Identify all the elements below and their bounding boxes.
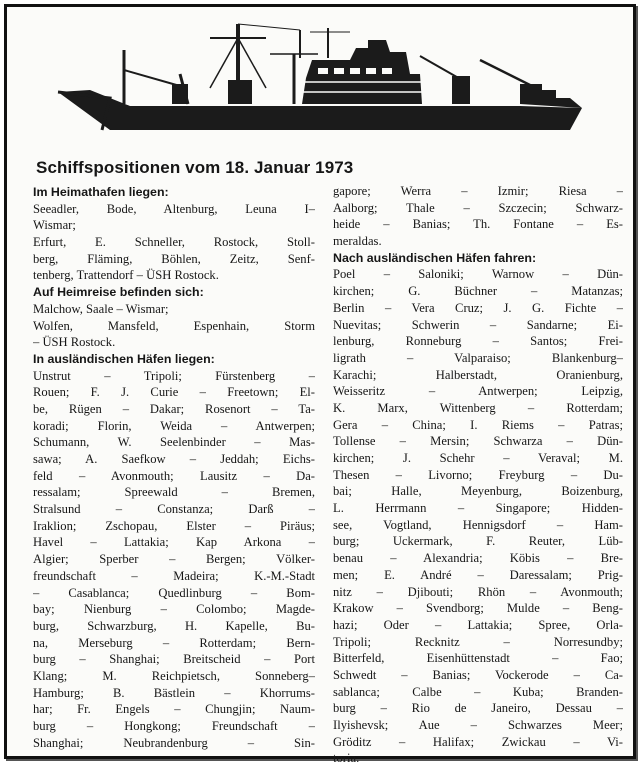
text-line: Shanghai; Neubrandenburg – Sin- [33, 735, 315, 750]
text-line: heide – Banias; Th. Fontane – Es- [333, 217, 623, 232]
text-line: Ilyishevsk; Aue – Schwarzes Meer; [333, 718, 623, 732]
text-line: Hamburg; B. Bästlein – Khorrums- [33, 685, 315, 700]
text-line: burg, Schwarzburg, H. Kapelle, Bu- [33, 618, 315, 633]
text-line: gapore; Werra – Izmir; Riesa – [333, 184, 623, 198]
text-line: Gröditz – Halifax; Zwickau – Vi- [333, 734, 623, 749]
text-line: kirchen; J. Schehr – Veraval; M. [333, 451, 623, 465]
text-line: Iraklion; Zschopau, Elster – Piräus; [33, 518, 315, 533]
section-heading: Auf Heimreise befinden sich: [33, 285, 204, 300]
text-line: Karachi; Halberstadt, Oranienburg, [333, 367, 623, 382]
text-line: Erfurt, E. Schneller, Rostock, Stoll- [33, 235, 315, 250]
text-line: Seeadler, Bode, Altenburg, Leuna I– [33, 201, 315, 216]
text-line: hazi; Oder – Lattakia; Spree, Orla- [333, 617, 623, 632]
text-line: ligrath – Valparaiso; Blankenburg– [333, 350, 623, 365]
text-line: lenburg, Ronneburg – Santos; Frei- [333, 334, 623, 349]
left-column [33, 184, 315, 751]
text-line: sablanca; Calbe – Kuba; Branden- [333, 684, 623, 699]
text-line: – ÜSH Rostock. [33, 335, 116, 350]
text-line: Tripoli; Recknitz – Norresundby; [333, 634, 623, 649]
text-line: toria. [333, 751, 360, 766]
text-line: Bitterfeld, Eisenhüttenstadt – Fao; [333, 651, 623, 666]
text-line: Poel – Saloniki; Warnow – Dün- [333, 267, 623, 282]
text-line: Wismar; [33, 218, 76, 233]
text-line: Havel – Lattakia; Kap Arkona – [33, 535, 315, 550]
text-line: berg, Fläming, Böhlen, Zeitz, Senf- [33, 251, 315, 266]
right-column [333, 183, 623, 767]
text-line: Schumann, W. Seelenbinder – Mas- [33, 435, 315, 450]
text-line: Algier; Sperber – Bergen; Völker- [33, 552, 315, 567]
text-line: see, Vogtland, Hennigsdorf – Ham- [333, 517, 623, 532]
text-line: koradi; Florin, Weida – Antwerpen; [33, 418, 315, 433]
text-line: burg – Shanghai; Breitscheid – Port [33, 652, 315, 667]
text-line: feld – Avonmouth; Lausitz – Da- [33, 468, 315, 483]
text-line: burg – Hongkong; Freundschaft – [33, 719, 315, 733]
text-line: – Casablanca; Quedlinburg – Bom- [33, 585, 315, 600]
cargo-ship-icon [50, 18, 595, 140]
text-line: nitz – Djibouti; Rhön – Avonmouth; [333, 584, 623, 599]
text-line: Malchow, Saale – Wismar; [33, 301, 169, 316]
text-line: burg – Rio de Janeiro, Dessau – [333, 701, 623, 716]
text-line: Weisseritz – Antwerpen; Leipzig, [333, 384, 623, 399]
text-line: ressalam; Spreewald – Bremen, [33, 485, 315, 500]
text-line: sawa; A. Saefkow – Jeddah; Eichs- [33, 452, 315, 466]
text-line: be, Rügen – Dakar; Rosenort – Ta- [33, 401, 315, 416]
text-line: Gera – China; I. Riems – Patras; [333, 417, 623, 432]
text-line: benau – Alexandria; Köbis – Bre- [333, 551, 623, 566]
text-line: Unstrut – Tripoli; Fürstenberg – [33, 368, 315, 383]
text-line: Nuevitas; Schwerin – Sandarne; Ei- [333, 317, 623, 332]
article-title: Schiffspositionen vom 18. Januar 1973 [36, 158, 354, 177]
text-line: Stralsund – Constanza; Darß – [33, 502, 315, 517]
text-line: bai; Halle, Meyenburg, Boizenburg, [333, 484, 623, 499]
text-line: Rouen; F. J. Curie – Freetown; El- [33, 385, 315, 400]
text-line: meraldas. [333, 234, 382, 249]
text-line: bay; Nienburg – Colombo; Magde- [33, 602, 315, 617]
text-line: L. Herrmann – Singapore; Hidden- [333, 501, 623, 516]
text-line: Krakow – Svendborg; Mulde – Beng- [333, 601, 623, 616]
text-line: har; Fr. Engels – Chungjin; Naum- [33, 702, 315, 717]
text-line: burg; Uckermark, F. Reuter, Lüb- [333, 534, 623, 549]
text-line: Aalborg; Thale – Szczecin; Schwarz- [333, 200, 623, 215]
text-line: Schwedt – Banias; Vockerode – Ca- [333, 667, 623, 682]
text-line: Berlin – Vera Cruz; J. G. Fichte – [333, 300, 623, 315]
text-line: kirchen; G. Büchner – Matanzas; [333, 284, 623, 299]
text-line: Tollense – Mersin; Schwarza – Dün- [333, 434, 623, 449]
text-line: Thesen – Livorno; Freyburg – Du- [333, 467, 623, 482]
section-heading: Im Heimathafen liegen: [33, 185, 169, 199]
text-line: na, Merseburg – Rotterdam; Bern- [33, 635, 315, 650]
text-line: K. Marx, Wittenberg – Rotterdam; [333, 400, 623, 415]
text-line: Klang; M. Reichpietsch, Sonneberg– [33, 668, 315, 683]
text-line: men; E. André – Daressalam; Prig- [333, 567, 623, 582]
text-line: tenberg, Trattendorf – ÜSH Rostock. [33, 268, 219, 283]
text-line: Wolfen, Mansfeld, Espenhain, Storm [33, 318, 315, 333]
section-heading: In ausländischen Häfen liegen: [33, 351, 215, 366]
text-line: freundschaft – Madeira; K.-M.-Stadt [33, 568, 315, 583]
section-heading: Nach ausländischen Häfen fahren: [333, 250, 537, 265]
